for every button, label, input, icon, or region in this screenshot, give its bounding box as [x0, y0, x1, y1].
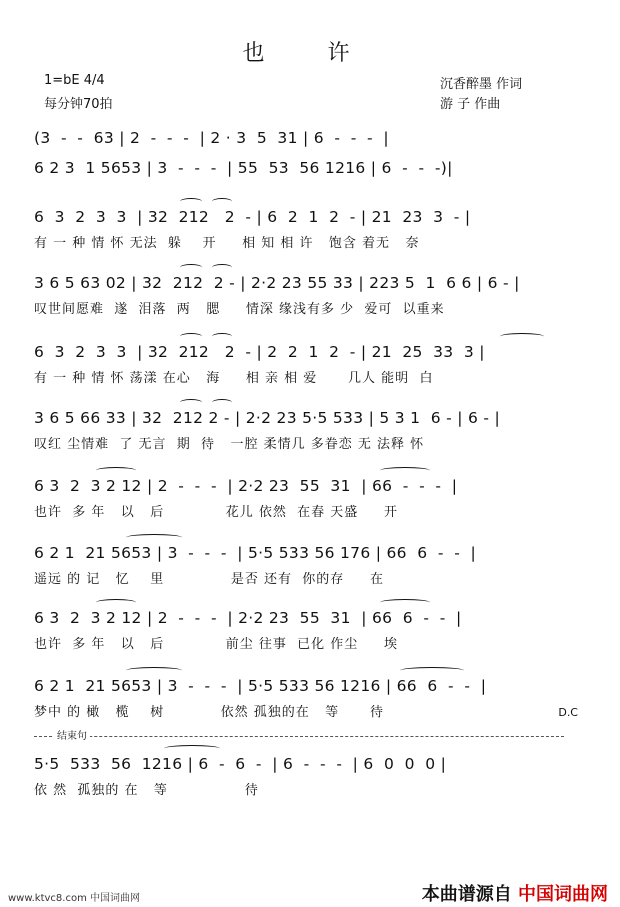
- slur-mark: [164, 745, 220, 752]
- notation-line: 6 3 2 3 2 12 | 2 - - - | 2·2 23 55 31 | 66 - - - |: [34, 477, 458, 495]
- slur-mark: [180, 198, 202, 205]
- lyricist-credit: 沉香醉墨 作词: [440, 77, 523, 92]
- score-row-4: [34, 271, 574, 331]
- notation-line: 6 3 2 3 3 | 32 212 2 - | 2 2 1 2 - | 21 25 33 3 |: [34, 343, 485, 361]
- composer-credit: 游 子 作曲: [440, 97, 501, 112]
- lyrics-line: 依 然 孤独的 在 等 待: [34, 783, 259, 798]
- footer-source: [422, 880, 608, 906]
- slur-mark: [126, 534, 182, 541]
- da-capo-mark: D.C: [558, 706, 578, 719]
- slur-mark: [212, 198, 232, 205]
- tempo-marking: 每分钟70拍: [44, 97, 113, 112]
- slur-mark: [180, 264, 202, 271]
- slur-mark: [380, 467, 430, 474]
- coda-label: 结束句: [54, 727, 90, 742]
- footer-site: www.ktvc8.com 中国词曲网: [8, 893, 141, 904]
- slur-mark: [180, 399, 202, 406]
- slur-mark: [400, 667, 464, 674]
- notation-line: 6 2 1 21 5653 | 3 - - - | 5·5 533 56 176 | 66 6 - - |: [34, 544, 477, 562]
- slur-mark: [212, 264, 232, 271]
- lyrics-line: 遥远 的 记 忆 里 是否 还有 你的存 在: [34, 572, 384, 587]
- lyrics-line: 有 一 种 情 怀 无法 躲 开 相 知 相 许 饱含 着无 奈: [34, 236, 420, 251]
- score-row-10: [34, 674, 578, 734]
- lyrics-line: 也许 多 年 以 后 花儿 依然 在春 天盛 开: [34, 505, 398, 520]
- slur-mark: [212, 399, 232, 406]
- key-signature: 1=bE 4/4: [44, 73, 105, 88]
- slur-mark: [96, 467, 136, 474]
- song-title: 也 许: [242, 41, 378, 66]
- score-row-6: [34, 406, 574, 466]
- notation-line: 3 6 5 66 33 | 32 212 2 - | 2·2 23 5·5 533 | 5 3 1 6 - | 6 - |: [34, 409, 501, 427]
- score-row-5: [34, 340, 574, 400]
- footer-source-prefix: 本曲谱源自: [421, 884, 512, 905]
- slur-mark: [96, 599, 136, 606]
- coda-dashed-line: [34, 736, 564, 737]
- notation-line: 5·5 533 56 1216 | 6 - 6 - | 6 - - - | 6 0 0 0 |: [34, 755, 447, 773]
- score-row-7: [34, 474, 574, 534]
- notation-line: 6 2 1 21 5653 | 3 - - - | 5·5 533 56 1216 | 66 6 - - |: [34, 677, 487, 695]
- score-row-8: [34, 541, 574, 601]
- notation-line: (3 - - 63 | 2 - - - | 2 · 3 5 31 | 6 - - - |: [34, 129, 389, 147]
- lyrics-line: 叹红 尘情难 了 无言 期 待 一腔 柔情几 多眷恋 无 法释 怀: [34, 437, 425, 452]
- notation-line: 3 6 5 63 02 | 32 212 2 - | 2·2 23 55 33 | 223 5 1 6 6 | 6 - |: [34, 274, 520, 292]
- lyrics-line: 有 一 种 情 怀 荡漾 在心 海 相 亲 相 爱 几人 能明 白: [34, 371, 434, 386]
- lyrics-line: 也许 多 年 以 后 前尘 往事 已化 作尘 埃: [34, 637, 398, 652]
- score-row-11: [34, 752, 574, 812]
- lyrics-line: 梦中 的 橄 榄 树 依然 孤独的在 等 待: [34, 705, 384, 720]
- score-row-9: [34, 606, 574, 666]
- lyrics-line: 叹世间愿难 遂 泪落 两 腮 情深 缘浅有多 少 爱可 以重来: [34, 302, 445, 317]
- slur-mark: [380, 599, 430, 606]
- notation-line: 6 3 2 3 2 12 | 2 - - - | 2·2 23 55 31 | 66 6 - - |: [34, 609, 462, 627]
- score-row-3: [34, 205, 574, 265]
- slur-mark: [126, 667, 182, 674]
- notation-line: 6 3 2 3 3 | 32 212 2 - | 6 2 1 2 - | 21 23 3 - |: [34, 208, 471, 226]
- footer-source-brand: 中国词曲网: [518, 884, 608, 905]
- notation-line: 6 2 3 1 5653 | 3 - - - | 55 53 56 1216 | 6 - - -)|: [34, 159, 453, 177]
- coda-marker: [34, 730, 564, 742]
- slur-mark: [180, 333, 202, 340]
- slur-mark: [500, 333, 544, 340]
- slur-mark: [212, 333, 232, 340]
